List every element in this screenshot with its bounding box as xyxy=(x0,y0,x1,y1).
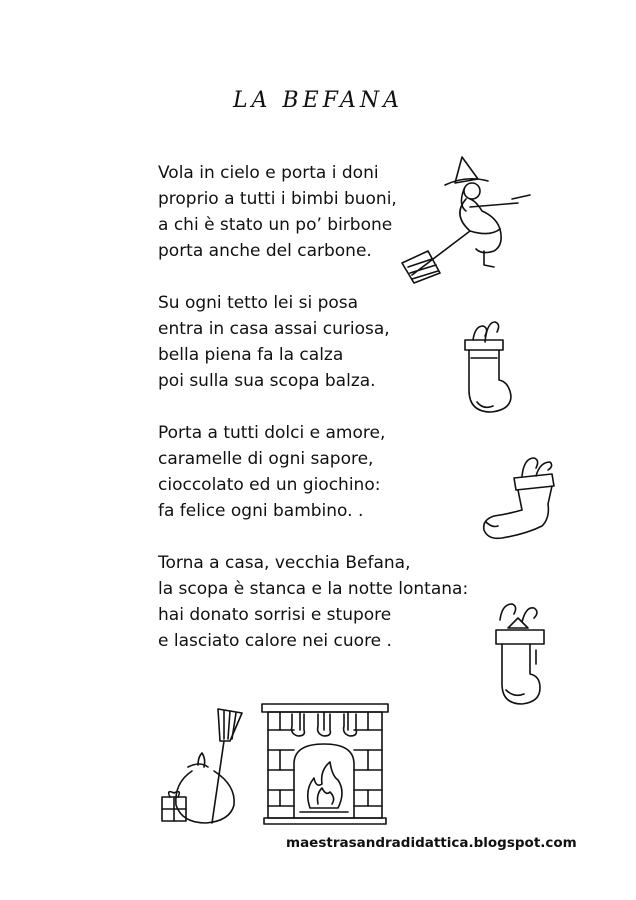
poem-line: entra in casa assai curiosa, xyxy=(158,319,390,339)
poem-line: Porta a tutti dolci e amore, xyxy=(158,423,386,443)
poem-line: la scopa è stanca e la notte lontana: xyxy=(158,579,469,599)
poem-line: fa felice ogni bambino. . xyxy=(158,501,364,521)
stocking-with-gifts-icon xyxy=(488,600,558,710)
poem-line: bella piena fa la calza xyxy=(158,345,344,365)
blog-url: maestrasandradidattica.blogspot.com xyxy=(286,835,577,851)
poem-line: Vola in cielo e porta i doni xyxy=(158,163,379,183)
poem-line: proprio a tutti i bimbi buoni, xyxy=(158,189,397,209)
poem-line: cioccolato ed un giochino: xyxy=(158,475,381,495)
poem-line: Su ogni tetto lei si posa xyxy=(158,293,359,313)
poem-line: poi sulla sua scopa balza. xyxy=(158,371,376,391)
stanza-4 xyxy=(158,550,498,654)
poem-line: hai donato sorrisi e stupore xyxy=(158,605,392,625)
poem-line: porta anche del carbone. xyxy=(158,241,372,261)
poem-line: e lasciato calore nei cuore . xyxy=(158,631,392,651)
stocking-with-candy-canes-icon xyxy=(455,318,525,418)
poem-line: a chi è stato un po’ birbone xyxy=(158,215,393,235)
fireplace-icon xyxy=(260,700,390,825)
broom-and-sack-icon xyxy=(158,705,248,830)
witch-on-broom-icon xyxy=(400,155,535,285)
stocking-with-sweets-icon xyxy=(478,452,568,542)
poem-line: Torna a casa, vecchia Befana, xyxy=(158,553,411,573)
poem-title: LA BEFANA xyxy=(232,88,404,113)
stanza-2 xyxy=(158,290,498,394)
poem-line: caramelle di ogni sapore, xyxy=(158,449,374,469)
stanza-3 xyxy=(158,420,498,524)
